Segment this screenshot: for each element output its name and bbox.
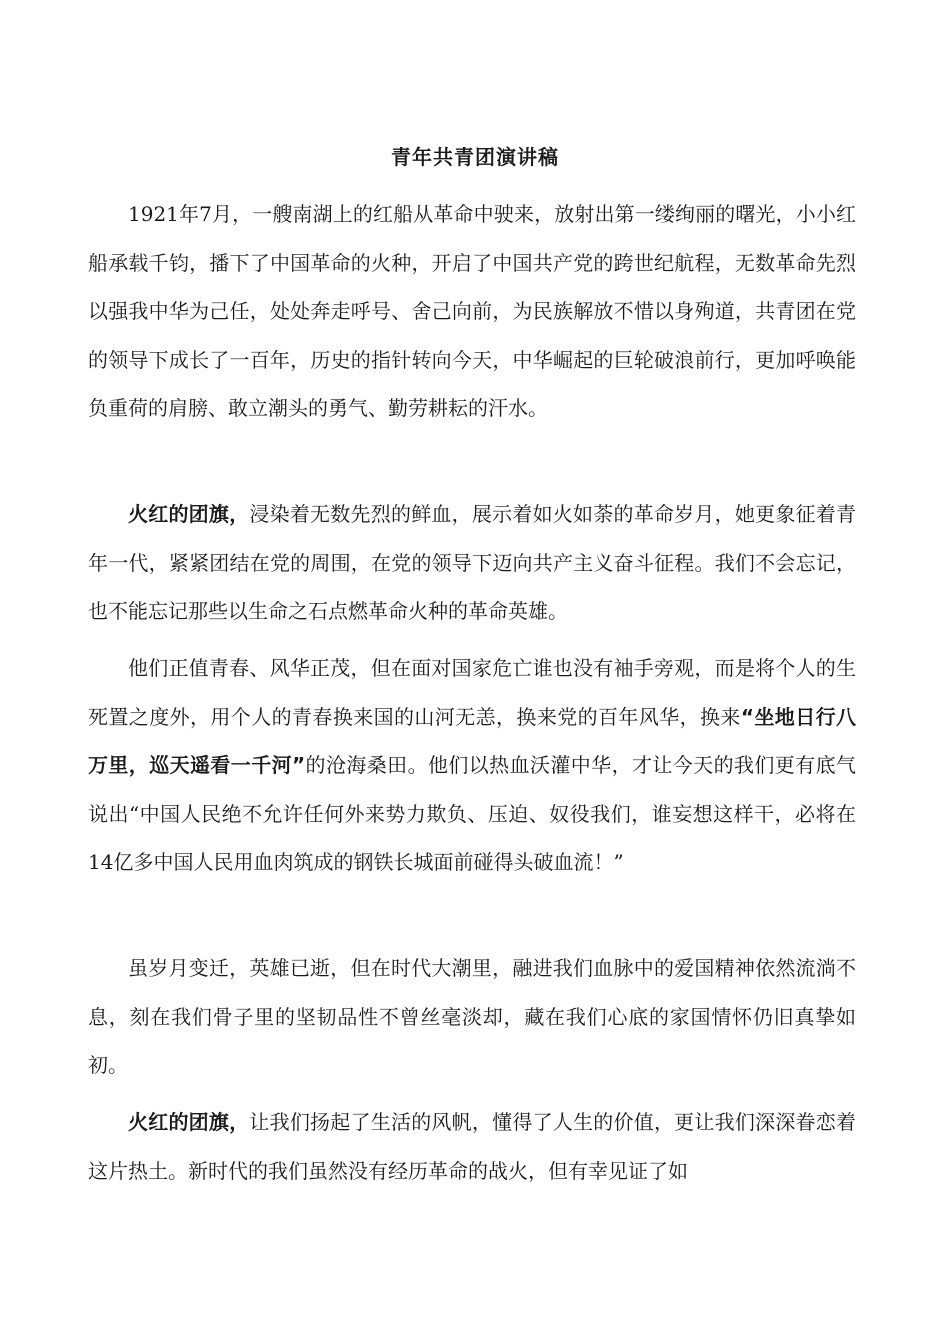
paragraph-text-pre: 他们正值青春、风华正茂，但在面对国家危亡谁也没有袖手旁观，而是将个人的生死置之度外，用个人的青春换来国的山河无恙，换来党的百年风华，换来: [88, 656, 856, 729]
paragraph-bold-quote: “坐地日行八万里，巡天遥看一千河”: [88, 704, 856, 777]
paragraph-text: 浸染着无数先烈的鲜血，展示着如火如荼的革命岁月，她更象征着青年一代，紧紧团结在党的周围，在党的领导下迈向共产主义奋斗征程。我们不会忘记，也不能忘记那些以生命之石点燃革命火种的革命英雄。: [88, 502, 857, 623]
paragraph-text-post: 的沧海桑田。他们以热血沃灌中华，才让今天的我们更有底气说出“中国人民绝不允许任何外来势力欺负、压迫、奴役我们，谁妄想这样干，必将在14亿多中国人民用血肉筑成的钢铁长城面前碰得头破血流！”: [88, 753, 856, 874]
paragraph-3: [88, 644, 856, 887]
paragraph-text: 1921年7月，一艘南湖上的红船从革命中驶来，放射出第一缕绚丽的曙光，小小红船承载千钧，播下了中国革命的火种，开启了中国共产党的跨世纪航程，无数革命先烈以强我中华为己任，处处奔走呼号、舍己向前，为民族解放不惜以身殉道，共青团在党的领导下成长了一百年，历史的指针转向今天，中华崛起的巨轮破浪前行，更加呼唤能负重荷的肩膀、敢立潮头的勇气、勤劳耕耘的汗水。: [88, 202, 856, 420]
paragraph-1: [88, 190, 856, 433]
paragraph-5: [88, 1098, 856, 1195]
paragraph-bold-lead: 火红的团旗，: [128, 502, 250, 526]
paragraph-2: [88, 490, 856, 636]
paragraph-text: 虽岁月变迁，英雄已逝，但在时代大潮里，融进我们血脉中的爱国精神依然流淌不息，刻在我们骨子里的坚韧品性不曾丝毫淡却，藏在我们心底的家国情怀仍旧真挚如初。: [88, 956, 856, 1077]
paragraph-bold-lead: 火红的团旗，: [128, 1110, 250, 1134]
document-title: 青年共青团演讲稿: [391, 145, 559, 169]
paragraph-text: 让我们扬起了生活的风帆，懂得了人生的价值，更让我们深深眷恋着这片热土。新时代的我们虽然没有经历革命的战火，但有幸见证了如: [88, 1110, 857, 1183]
paragraph-4: [88, 944, 856, 1090]
